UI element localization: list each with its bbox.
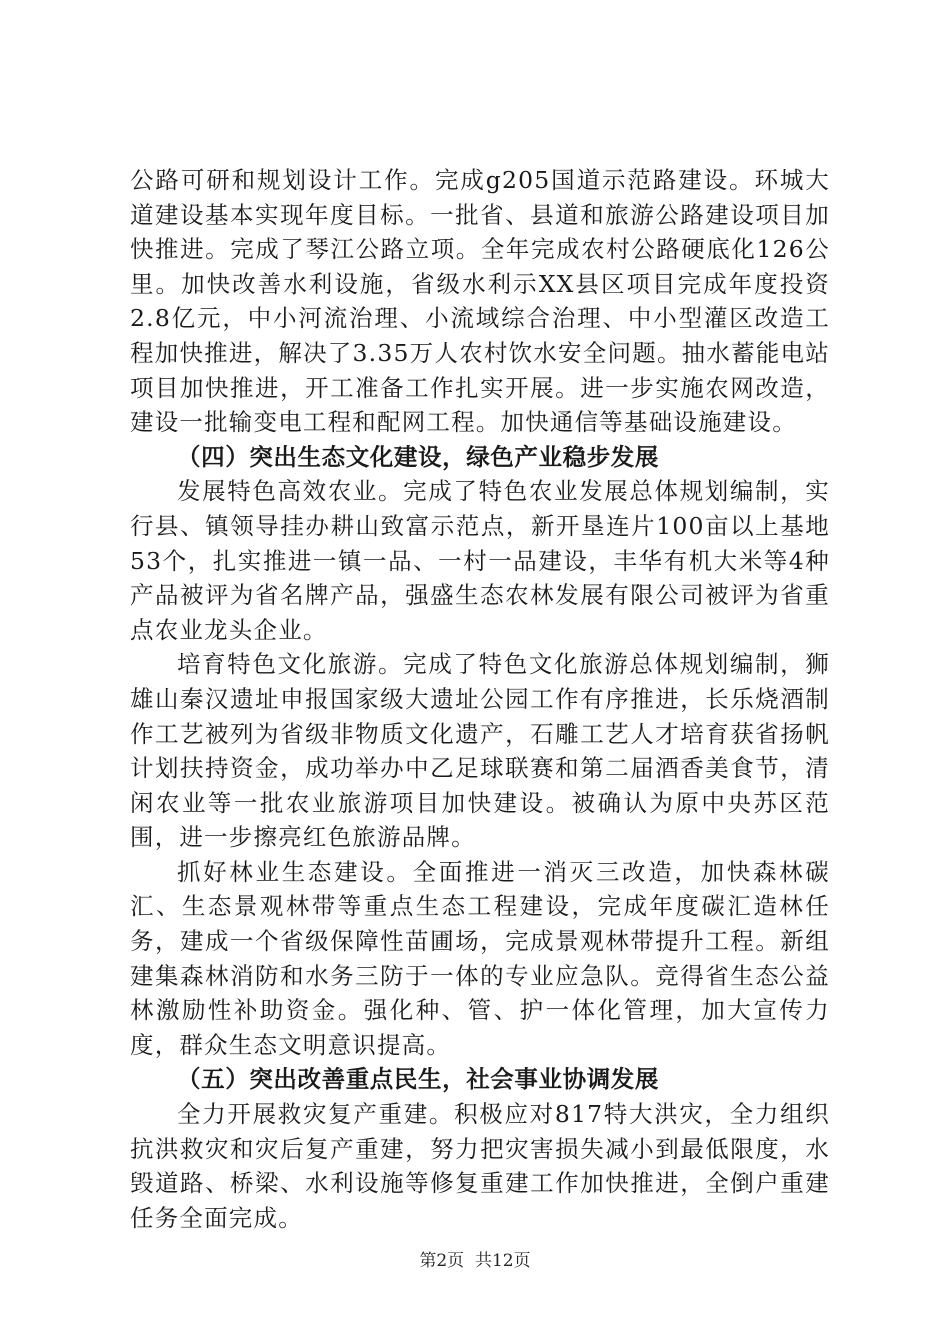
- paragraph-forestry: 抓好林业生态建设。全面推进一消灭三改造，加快森林碳汇、生态景观林带等重点生态工程建设，完成年度碳汇造林任务，建成一个省级保障性苗圃场，完成景观林带提升工程。新组建集森林消防和水务三防于一体的专业应急队。竞得省生态公益林激励性补助资金。强化种、管、护一体化管理，加大宣传力度，群众生态文明意识提高。: [130, 857, 830, 1059]
- paragraph-agriculture: 发展特色高效农业。完成了特色农业发展总体规划编制，实行县、镇领导挂办耕山致富示范点，新开垦连片100亩以上基地53个，扎实推进一镇一品、一村一品建设，丰华有机大米等4种产品被评为省名牌产品，强盛生态农林发展有限公司被评为省重点农业龙头企业。: [130, 477, 830, 644]
- section-heading-five: （五）突出改善重点民生，社会事业协调发展: [177, 1065, 659, 1094]
- paragraph-infrastructure: 公路可研和规划设计工作。完成g205国道示范路建设。环城大道建设基本实现年度目标。一批省、县道和旅游公路建设项目加快推进。完成了琴江公路立项。全年完成农村公路硬底化126公里。加快改善水利设施，省级水利示XX县区项目完成年度投资2.8亿元，中小河流治理、小流域综合治理、中小型灌区改造工程加快推进，解决了3.35万人农村饮水安全问题。抽水蓄能电站项目加快推进，开工准备工作扎实开展。进一步实施农网改造，建设一批输变电工程和配网工程。加快通信等基础设施建设。: [130, 166, 830, 437]
- document-body: [130, 163, 830, 1235]
- paragraph-disaster-relief: 全力开展救灾复产重建。积极应对817特大洪灾，全力组织抗洪救灾和灾后复产重建，努力把灾害损失减小到最低限度，水毁道路、桥梁、水利设施等修复重建工作加快推进，全倒户重建任务全面完成。: [130, 1100, 830, 1232]
- paragraph-culture-tourism: 培育特色文化旅游。完成了特色文化旅游总体规划编制，狮雄山秦汉遗址申报国家级大遗址公园工作有序推进，长乐烧酒制作工艺被列为省级非物质文化遗产，石雕工艺人才培育获省扬帆计划扶持资金，成功举办中乙足球联赛和第二届酒香美食节，清闲农业等一批农业旅游项目加快建设。被确认为原中央苏区范围，进一步擦亮红色旅游品牌。: [130, 650, 830, 852]
- page-footer: [0, 1246, 950, 1271]
- page-number-label: 第2页 共12页: [419, 1251, 531, 1271]
- section-heading-four: （四）突出生态文化建设，绿色产业稳步发展: [177, 442, 659, 471]
